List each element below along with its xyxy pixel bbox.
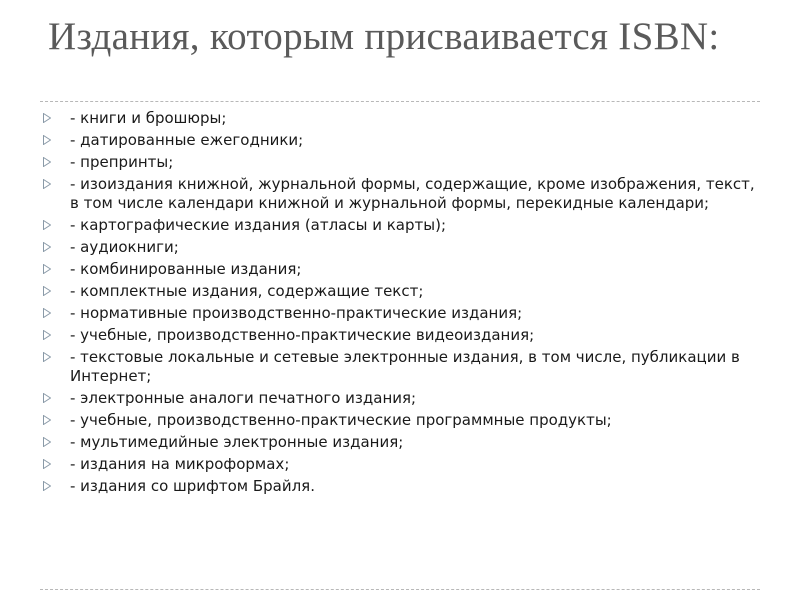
triangle-right-icon xyxy=(43,308,51,318)
list-item-text: - датированные ежегодники; xyxy=(70,131,304,150)
triangle-right-icon xyxy=(43,135,51,145)
triangle-right-icon xyxy=(43,286,51,296)
list-item xyxy=(0,260,760,279)
isbn-publication-list xyxy=(0,109,760,500)
triangle-right-icon xyxy=(43,157,51,167)
list-item xyxy=(0,411,760,430)
list-item-text: - картографические издания (атласы и карты); xyxy=(70,215,447,234)
list-item-text: - электронные аналоги печатного издания; xyxy=(70,389,417,408)
list-item-text: - препринты; xyxy=(70,153,174,172)
title-divider xyxy=(40,101,760,102)
list-item-text: - аудиокниги; xyxy=(70,237,179,256)
list-item xyxy=(0,389,760,408)
list-item xyxy=(0,216,760,235)
list-item-text: - книги и брошюры; xyxy=(70,109,227,127)
triangle-right-icon xyxy=(43,437,51,447)
list-item xyxy=(0,455,760,474)
list-item xyxy=(0,153,760,172)
triangle-right-icon xyxy=(43,481,51,491)
list-item xyxy=(0,304,760,323)
list-item-text: - учебные, производственно-практические видеоиздания; xyxy=(70,326,535,345)
triangle-right-icon xyxy=(43,242,51,252)
list-item-text: - издания со шрифтом Брайля. xyxy=(70,477,315,496)
triangle-right-icon xyxy=(43,393,51,403)
triangle-right-icon xyxy=(43,264,51,274)
list-item-text: - комбинированные издания; xyxy=(70,260,302,279)
list-item xyxy=(0,326,760,345)
list-item xyxy=(0,477,760,496)
list-item-text: - изоиздания книжной, журнальной формы, содержащие, кроме изображения, текст, в том числе календари книжной и журнальной формы, перекидные календари; xyxy=(70,175,755,212)
list-item xyxy=(0,238,760,257)
triangle-right-icon xyxy=(43,415,51,425)
triangle-right-icon xyxy=(43,330,51,340)
list-item-text: - издания на микроформах; xyxy=(70,455,290,474)
triangle-right-icon xyxy=(43,179,51,189)
list-item-text: - учебные, производственно-практические программные продукты; xyxy=(70,411,612,430)
list-item xyxy=(0,433,760,452)
triangle-right-icon xyxy=(43,459,51,469)
list-item-text: - текстовые локальные и сетевые электронные издания, в том числе, публикации в Интернет; xyxy=(70,348,740,385)
list-item xyxy=(0,109,760,128)
list-item xyxy=(0,175,760,212)
list-item-text: - комплектные издания, содержащие текст; xyxy=(70,282,424,301)
slide-title: Издания, которым присваивается ISBN: xyxy=(48,15,720,58)
triangle-right-icon xyxy=(43,220,51,230)
list-item xyxy=(0,282,760,301)
list-item-text: - мультимедийные электронные издания; xyxy=(70,433,404,452)
bottom-divider xyxy=(40,589,760,590)
list-item-text: - нормативные производственно-практические издания; xyxy=(70,304,523,323)
triangle-right-icon xyxy=(43,352,51,362)
list-item xyxy=(0,131,760,150)
list-item xyxy=(0,348,760,385)
triangle-right-icon xyxy=(43,113,51,123)
